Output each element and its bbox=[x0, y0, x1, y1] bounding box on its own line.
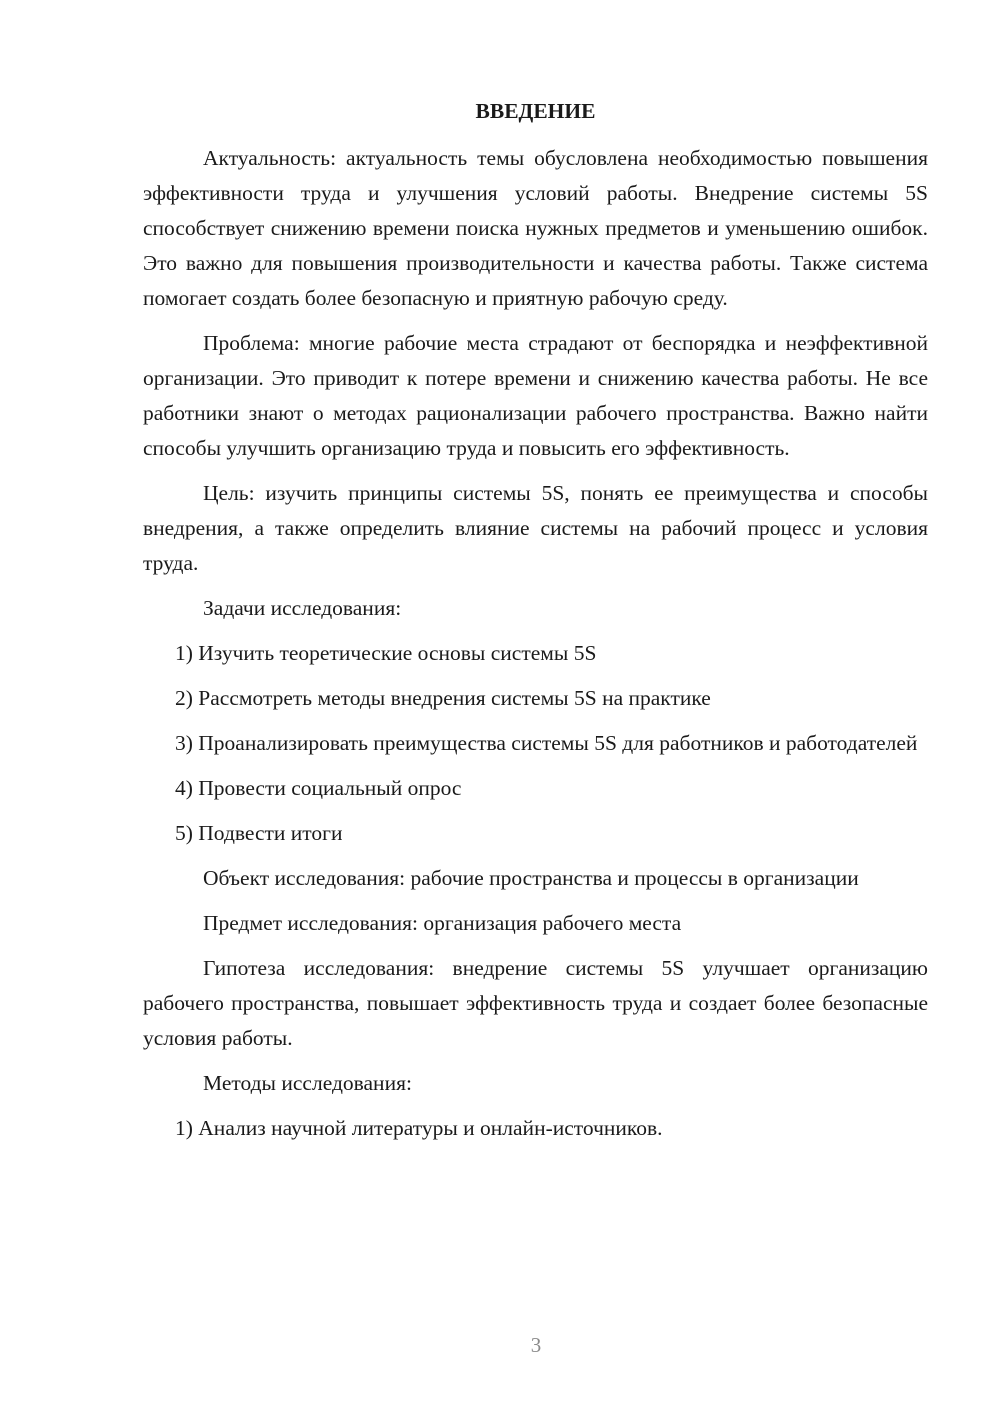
task-item-4: 4) Провести социальный опрос bbox=[175, 776, 462, 800]
page-number: 3 bbox=[530, 1333, 542, 1357]
task-item-1: 1) Изучить теоретические основы системы 5S bbox=[175, 641, 597, 665]
method-item-1: 1) Анализ научной литературы и онлайн-источников. bbox=[175, 1116, 663, 1140]
document-page bbox=[143, 94, 928, 1156]
relevance-paragraph: Актуальность: актуальность темы обусловлена необходимостью повышения эффективности труда и улучшения условий работы. Внедрение системы 5S способствует снижению времени поиска нужных предметов и уменьшению ошибок. Это важно для повышения производительности и качества работы. Также система помогает создать более безопасную и приятную рабочую среду. bbox=[143, 146, 928, 310]
goal-paragraph: Цель: изучить принципы системы 5S, понять ее преимущества и способы внедрения, а также определить влияние системы на рабочий процесс и условия труда. bbox=[143, 481, 928, 575]
task-item-3: 3) Проанализировать преимущества системы 5S для работников и работодателей bbox=[175, 731, 918, 755]
hypothesis-paragraph: Гипотеза исследования: внедрение системы 5S улучшает организацию рабочего пространства, повышает эффективность труда и создает более безопасные условия работы. bbox=[143, 956, 928, 1050]
section-heading: ВВЕДЕНИЕ bbox=[475, 99, 596, 123]
methods-title: Методы исследования: bbox=[203, 1071, 412, 1095]
tasks-title: Задачи исследования: bbox=[203, 596, 402, 620]
problem-paragraph: Проблема: многие рабочие места страдают от беспорядка и неэффективной организации. Это приводит к потере времени и снижению качества работы. Не все работники знают о методах рационализации рабочего пространства. Важно найти способы улучшить организацию труда и повысить его эффективность. bbox=[143, 331, 928, 460]
object-paragraph: Объект исследования: рабочие пространства и процессы в организации bbox=[203, 866, 859, 890]
task-item-2: 2) Рассмотреть методы внедрения системы 5S на практике bbox=[175, 686, 711, 710]
subject-paragraph: Предмет исследования: организация рабочего места bbox=[203, 911, 682, 935]
task-item-5: 5) Подвести итоги bbox=[175, 821, 343, 845]
